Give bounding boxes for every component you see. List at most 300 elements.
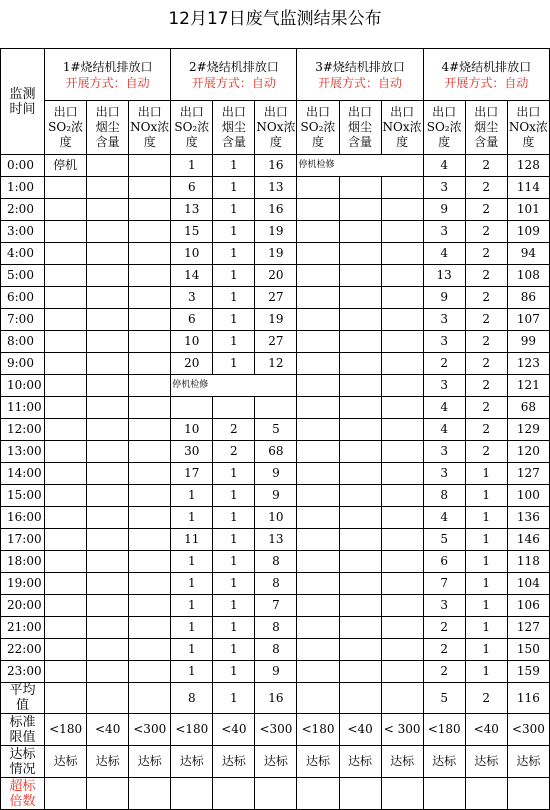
data-cell [339,463,381,485]
data-cell [87,639,129,661]
data-cell [381,617,423,639]
table-row [1,573,550,595]
data-cell [339,177,381,199]
table-row [1,331,550,353]
data-cell [45,177,87,199]
data-cell: 5 [423,529,465,551]
data-cell [297,419,339,441]
summary-cell: 达标 [297,746,339,778]
summary-cell: 达标 [465,746,507,778]
time-cell: 8:00 [1,331,45,353]
data-cell: 10 [171,419,213,441]
data-cell: 2 [465,155,507,177]
data-cell: 1 [171,507,213,529]
data-cell [255,397,297,419]
data-cell [45,375,87,397]
data-cell [45,661,87,683]
data-cell: 4 [423,507,465,529]
data-cell: 15 [171,221,213,243]
data-cell: 2 [465,309,507,331]
data-cell: 17 [171,463,213,485]
data-cell [129,243,171,265]
data-cell [297,243,339,265]
data-cell [339,661,381,683]
data-cell [87,265,129,287]
param-header: 出口 NOx浓 度 [507,101,549,155]
data-cell: 2 [423,661,465,683]
table-row [1,265,550,287]
data-cell: 3 [423,331,465,353]
data-cell [381,309,423,331]
summary-cell [129,683,171,714]
data-cell [87,595,129,617]
data-cell [45,573,87,595]
limit-row-label: 标准 限值 [1,714,45,746]
outlet-mode: 开展方式：自动 [444,75,529,90]
data-cell [171,397,213,419]
data-cell: 1 [213,309,255,331]
table-row [1,551,550,573]
time-cell: 18:00 [1,551,45,573]
data-cell [381,287,423,309]
data-cell [129,441,171,463]
data-cell: 9 [255,661,297,683]
summary-cell: 5 [423,683,465,714]
data-cell [129,353,171,375]
time-cell: 21:00 [1,617,45,639]
time-cell: 5:00 [1,265,45,287]
data-cell [381,353,423,375]
time-cell: 7:00 [1,309,45,331]
param-header: 出口 NOx浓 度 [255,101,297,155]
data-cell [297,199,339,221]
data-cell: 1 [465,595,507,617]
data-cell [297,573,339,595]
data-cell: 1 [465,463,507,485]
data-cell: 3 [423,375,465,397]
data-cell: 94 [507,243,549,265]
data-cell [381,397,423,419]
data-cell: 150 [507,639,549,661]
data-cell: 104 [507,573,549,595]
summary-cell [171,778,213,810]
param-header: 出口 烟尘 含量 [465,101,507,155]
data-cell [297,221,339,243]
data-cell [129,661,171,683]
data-cell [129,573,171,595]
data-cell [45,265,87,287]
data-cell: 11 [171,529,213,551]
data-cell: 3 [423,441,465,463]
data-cell [339,397,381,419]
data-cell: 2 [465,221,507,243]
data-cell [297,661,339,683]
summary-cell: <40 [87,714,129,746]
data-cell [381,595,423,617]
data-cell: 9 [255,463,297,485]
data-cell [129,551,171,573]
data-cell: 3 [423,221,465,243]
data-cell [87,529,129,551]
data-cell: 1 [213,287,255,309]
data-cell: 120 [507,441,549,463]
data-cell [339,441,381,463]
limit-row [1,714,550,746]
data-cell [45,639,87,661]
summary-cell: <180 [297,714,339,746]
time-cell: 16:00 [1,507,45,529]
data-cell [297,265,339,287]
status-note: 停机检修 [171,375,297,397]
data-cell: 127 [507,463,549,485]
outlet-header-1 [45,49,171,101]
summary-cell [87,683,129,714]
summary-cell: <180 [423,714,465,746]
summary-cell: 2 [465,683,507,714]
time-cell: 2:00 [1,199,45,221]
table-row [1,639,550,661]
data-cell [129,155,171,177]
data-cell [297,397,339,419]
data-cell: 停机 [45,155,87,177]
summary-cell: 达标 [339,746,381,778]
data-cell: 1 [213,617,255,639]
data-cell [339,265,381,287]
data-cell: 10 [255,507,297,529]
data-cell [129,485,171,507]
data-cell [87,309,129,331]
param-header: 出口 烟尘 含量 [339,101,381,155]
data-cell: 1 [465,485,507,507]
data-cell [129,529,171,551]
time-cell: 17:00 [1,529,45,551]
data-cell: 159 [507,661,549,683]
data-cell [381,221,423,243]
data-cell [45,331,87,353]
data-cell: 1 [171,485,213,507]
summary-cell: <40 [213,714,255,746]
data-cell [87,507,129,529]
status-row [1,746,550,778]
data-cell: 7 [423,573,465,595]
data-cell: 3 [423,463,465,485]
data-cell: 1 [171,639,213,661]
data-cell [381,485,423,507]
summary-cell: 8 [171,683,213,714]
data-cell: 121 [507,375,549,397]
data-cell [45,397,87,419]
data-cell [339,243,381,265]
data-cell: 2 [465,243,507,265]
data-cell: 3 [423,309,465,331]
outlet-name: 1#烧结机排放口 [62,59,153,74]
param-header: 出口 NOx浓 度 [381,101,423,155]
data-cell: 1 [213,243,255,265]
data-cell [297,375,339,397]
data-cell [381,639,423,661]
data-cell: 20 [255,265,297,287]
time-cell: 22:00 [1,639,45,661]
data-cell [87,397,129,419]
time-cell: 3:00 [1,221,45,243]
data-cell [381,573,423,595]
summary-cell: 达标 [381,746,423,778]
data-cell: 19 [255,221,297,243]
data-cell: 8 [255,573,297,595]
data-cell [297,177,339,199]
data-cell [87,419,129,441]
summary-cell: 16 [255,683,297,714]
data-cell: 1 [171,155,213,177]
data-cell: 3 [171,287,213,309]
data-cell [87,661,129,683]
data-cell [87,441,129,463]
data-cell [381,507,423,529]
data-cell [129,617,171,639]
data-cell: 8 [423,485,465,507]
data-cell: 1 [171,661,213,683]
summary-cell: 达标 [255,746,297,778]
time-cell: 19:00 [1,573,45,595]
data-cell: 68 [507,397,549,419]
outlet-mode: 开展方式：自动 [65,75,150,90]
status-row-label: 达标 情况 [1,746,45,778]
data-cell [339,331,381,353]
data-cell: 8 [255,551,297,573]
data-cell [45,221,87,243]
status-note: 停机检修 [297,155,423,177]
summary-cell [297,683,339,714]
data-cell: 14 [171,265,213,287]
outlet-header-4 [423,49,549,101]
data-cell: 1 [213,155,255,177]
summary-cell: < 300 [381,714,423,746]
data-cell [129,177,171,199]
table-row [1,155,550,177]
data-cell: 114 [507,177,549,199]
data-cell: 1 [171,551,213,573]
data-cell: 6 [171,177,213,199]
data-cell [87,375,129,397]
data-cell [339,221,381,243]
data-cell: 86 [507,287,549,309]
data-cell: 5 [255,419,297,441]
data-cell [339,309,381,331]
data-cell: 118 [507,551,549,573]
data-cell [87,617,129,639]
data-cell: 2 [465,287,507,309]
summary-cell [255,778,297,810]
summary-cell [129,778,171,810]
data-cell [381,177,423,199]
data-cell: 4 [423,419,465,441]
table-row [1,199,550,221]
data-cell: 13 [423,265,465,287]
data-cell [339,419,381,441]
table-row [1,287,550,309]
data-cell: 1 [171,595,213,617]
data-cell [129,419,171,441]
data-cell: 1 [465,529,507,551]
time-cell: 4:00 [1,243,45,265]
data-cell [129,331,171,353]
summary-cell: <180 [171,714,213,746]
table-row [1,661,550,683]
data-cell: 1 [213,595,255,617]
data-cell: 1 [171,573,213,595]
data-cell [45,419,87,441]
data-cell [87,287,129,309]
data-cell: 2 [465,331,507,353]
data-cell [381,331,423,353]
data-cell [297,595,339,617]
table-row [1,507,550,529]
data-cell [339,485,381,507]
data-cell [45,551,87,573]
data-cell [45,485,87,507]
table-row [1,397,550,419]
data-cell [87,199,129,221]
data-cell [297,309,339,331]
data-cell: 9 [255,485,297,507]
data-cell: 6 [171,309,213,331]
time-cell: 15:00 [1,485,45,507]
data-cell: 123 [507,353,549,375]
data-cell [45,595,87,617]
data-cell [87,353,129,375]
data-cell [87,243,129,265]
data-cell [129,221,171,243]
summary-cell: 1 [213,683,255,714]
summary-cell [381,778,423,810]
summary-cell [381,683,423,714]
data-cell: 4 [423,243,465,265]
param-header: 出口 SO₂浓 度 [171,101,213,155]
data-cell: 106 [507,595,549,617]
data-cell: 16 [255,199,297,221]
data-cell [45,353,87,375]
table-row [1,485,550,507]
data-cell [339,639,381,661]
param-header: 出口 SO₂浓 度 [45,101,87,155]
summary-cell: 116 [507,683,549,714]
data-cell [129,595,171,617]
summary-cell [45,778,87,810]
data-cell [297,529,339,551]
data-cell: 1 [465,573,507,595]
data-cell [297,617,339,639]
outlet-name: 3#烧结机排放口 [315,59,405,74]
data-cell [297,287,339,309]
data-cell [45,441,87,463]
data-cell: 129 [507,419,549,441]
summary-cell [339,778,381,810]
data-cell [381,441,423,463]
data-cell [381,375,423,397]
data-cell: 1 [465,639,507,661]
outlet-mode: 开展方式：自动 [318,75,403,90]
data-cell: 2 [423,617,465,639]
data-cell [129,199,171,221]
time-header: 监测 时间 [1,49,45,155]
table-row [1,353,550,375]
data-cell [339,551,381,573]
param-header: 出口 烟尘 含量 [87,101,129,155]
data-cell [129,287,171,309]
data-cell: 10 [171,243,213,265]
data-cell: 30 [171,441,213,463]
data-cell [381,661,423,683]
table-row [1,617,550,639]
table-row [1,177,550,199]
data-cell: 3 [423,595,465,617]
data-cell: 1 [213,463,255,485]
data-cell: 1 [213,199,255,221]
param-header: 出口 SO₂浓 度 [423,101,465,155]
summary-cell: 达标 [87,746,129,778]
data-cell [297,639,339,661]
data-cell: 1 [213,551,255,573]
time-cell: 9:00 [1,353,45,375]
table-row [1,309,550,331]
summary-cell [87,778,129,810]
monitoring-table [0,48,550,810]
data-cell: 127 [507,617,549,639]
outlet-header-3 [297,49,423,101]
data-cell: 128 [507,155,549,177]
data-cell: 13 [255,529,297,551]
data-cell: 1 [465,507,507,529]
data-cell: 2 [465,441,507,463]
data-cell [339,199,381,221]
data-cell [45,287,87,309]
data-cell: 1 [213,529,255,551]
table-row [1,243,550,265]
param-header: 出口 SO₂浓 度 [297,101,339,155]
data-cell: 9 [423,287,465,309]
data-cell: 136 [507,507,549,529]
data-cell: 7 [255,595,297,617]
data-cell: 2 [213,419,255,441]
data-cell: 2 [465,265,507,287]
data-cell: 1 [465,617,507,639]
data-cell: 2 [465,397,507,419]
data-cell: 101 [507,199,549,221]
data-cell: 1 [213,331,255,353]
data-cell: 9 [423,199,465,221]
time-cell: 1:00 [1,177,45,199]
data-cell: 1 [213,485,255,507]
summary-cell: 达标 [213,746,255,778]
data-cell [87,485,129,507]
summary-cell [423,778,465,810]
data-cell: 1 [213,661,255,683]
data-cell: 8 [255,617,297,639]
data-cell [339,507,381,529]
data-cell [87,155,129,177]
time-cell: 14:00 [1,463,45,485]
data-cell: 1 [213,507,255,529]
data-cell: 16 [255,155,297,177]
table-row [1,463,550,485]
data-cell [381,243,423,265]
data-cell: 2 [465,353,507,375]
data-cell: 108 [507,265,549,287]
header-row-params [1,101,550,155]
data-cell [45,529,87,551]
data-cell: 2 [465,419,507,441]
data-cell [87,177,129,199]
